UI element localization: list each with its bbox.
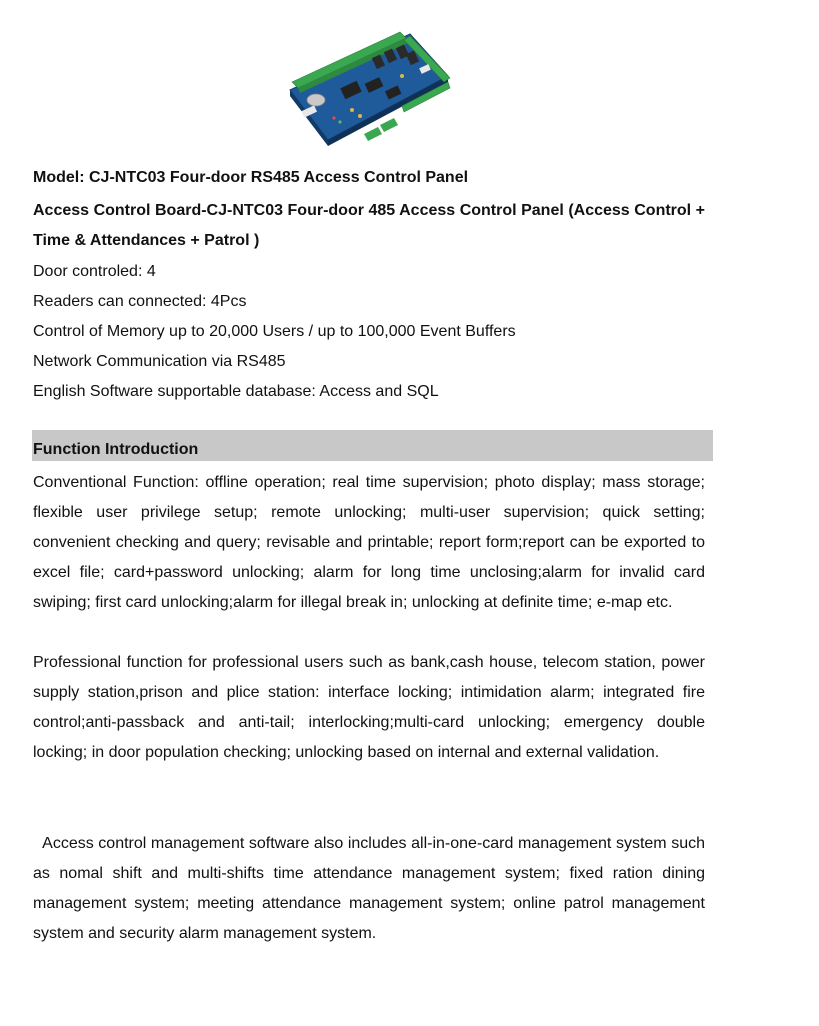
section-title: Function Introduction — [33, 441, 199, 458]
spec-readers: Readers can connected: 4Pcs — [33, 293, 247, 310]
software-paragraph: Access control management software also includes all-in-one-card management system such as nomal shift and multi-shifts time attendance management system; fixed ration dining management system; meeting attendance management system; online patrol management system and security alarm management system. — [33, 835, 705, 942]
professional-function-paragraph: Professional function for professional users such as bank,cash house, telecom station, power supply station,prison and plice station: interface locking; intimidation alarm; integrated fire control;anti-passback and anti-tail; interlocking;multi-card unlocking; emergency double locking; in door population checking; unlocking based on internal and external validation. — [33, 654, 705, 761]
conventional-function-paragraph: Conventional Function: offline operation; real time supervision; photo display; mass storage; flexible user privilege setup; remote unlocking; multi-user supervision; quick setting; convenient checking and query; revisable and printable; report form;report can be exported to excel file; card+password unlocking; alarm for long time unclosing;alarm for invalid card swiping; first card unlocking;alarm for illegal break in; unlocking at definite time; e-map etc. — [33, 474, 705, 611]
spec-memory: Control of Memory up to 20,000 Users / up to 100,000 Event Buffers — [33, 323, 516, 340]
model-heading: Model: CJ-NTC03 Four-door RS485 Access Control Panel — [33, 169, 469, 186]
function-introduction-bar — [32, 430, 713, 461]
spec-network: Network Communication via RS485 — [33, 353, 286, 370]
spec-software: English Software supportable database: Access and SQL — [33, 383, 439, 400]
product-subtitle: Access Control Board-CJ-NTC03 Four-door 485 Access Control Panel (Access Control + Time & Attendances + Patrol ) — [33, 202, 705, 249]
spec-doors: Door controled: 4 — [33, 263, 156, 280]
access-control-board-image — [282, 28, 454, 156]
